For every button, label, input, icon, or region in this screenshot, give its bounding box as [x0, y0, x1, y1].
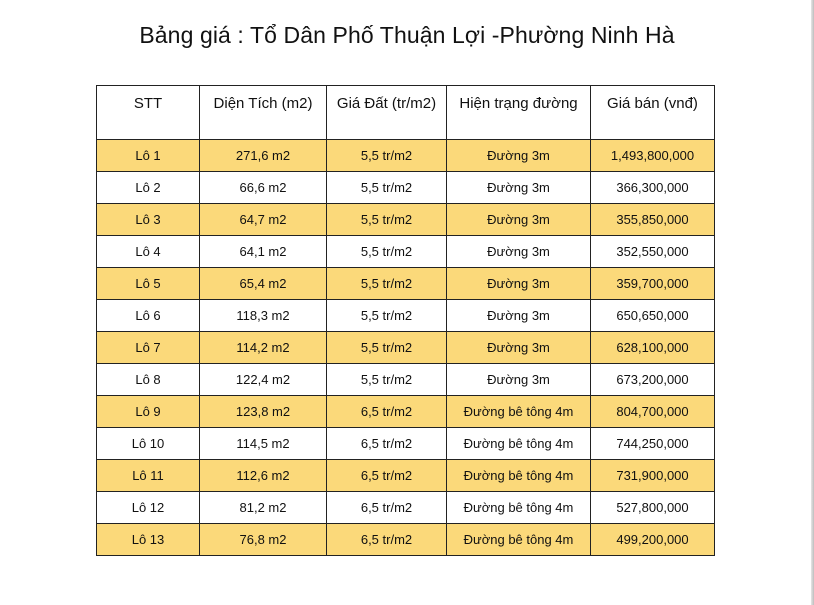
table-row: [97, 300, 715, 332]
cell-sale-price: 650,650,000: [591, 300, 715, 332]
cell-road-status: Đường 3m: [447, 172, 591, 204]
cell-land-price: 5,5 tr/m2: [327, 140, 447, 172]
cell-sale-price: 527,800,000: [591, 492, 715, 524]
cell-stt: Lô 3: [97, 204, 200, 236]
page-title: Bảng giá : Tổ Dân Phố Thuận Lợi -Phường Ninh Hà: [139, 22, 675, 48]
cell-road-status: Đường bê tông 4m: [447, 460, 591, 492]
header-row: [97, 86, 715, 140]
cell-road-status: Đường 3m: [447, 204, 591, 236]
cell-area: 123,8 m2: [200, 396, 327, 428]
cell-road-status: Đường bê tông 4m: [447, 396, 591, 428]
header-sale-price: Giá bán (vnđ): [591, 86, 715, 140]
cell-area: 118,3 m2: [200, 300, 327, 332]
cell-area: 271,6 m2: [200, 140, 327, 172]
cell-land-price: 5,5 tr/m2: [327, 236, 447, 268]
cell-road-status: Đường 3m: [447, 268, 591, 300]
cell-sale-price: 366,300,000: [591, 172, 715, 204]
cell-sale-price: 355,850,000: [591, 204, 715, 236]
cell-sale-price: 359,700,000: [591, 268, 715, 300]
table-row: [97, 364, 715, 396]
cell-area: 114,5 m2: [200, 428, 327, 460]
table-row: [97, 268, 715, 300]
cell-stt: Lô 9: [97, 396, 200, 428]
cell-land-price: 5,5 tr/m2: [327, 364, 447, 396]
cell-land-price: 5,5 tr/m2: [327, 332, 447, 364]
table-row: [97, 172, 715, 204]
cell-stt: Lô 6: [97, 300, 200, 332]
cell-road-status: Đường bê tông 4m: [447, 524, 591, 556]
table-row: [97, 492, 715, 524]
cell-land-price: 6,5 tr/m2: [327, 524, 447, 556]
cell-road-status: Đường 3m: [447, 332, 591, 364]
cell-road-status: Đường 3m: [447, 140, 591, 172]
table-row: [97, 140, 715, 172]
header-area: Diện Tích (m2): [200, 86, 327, 140]
cell-area: 65,4 m2: [200, 268, 327, 300]
header-stt: STT: [97, 86, 200, 140]
cell-land-price: 5,5 tr/m2: [327, 204, 447, 236]
cell-land-price: 6,5 tr/m2: [327, 460, 447, 492]
table-row: [97, 428, 715, 460]
cell-area: 81,2 m2: [200, 492, 327, 524]
table-row: [97, 204, 715, 236]
cell-sale-price: 744,250,000: [591, 428, 715, 460]
cell-sale-price: 499,200,000: [591, 524, 715, 556]
cell-sale-price: 673,200,000: [591, 364, 715, 396]
cell-stt: Lô 11: [97, 460, 200, 492]
cell-road-status: Đường bê tông 4m: [447, 492, 591, 524]
cell-road-status: Đường 3m: [447, 300, 591, 332]
cell-area: 64,7 m2: [200, 204, 327, 236]
cell-stt: Lô 12: [97, 492, 200, 524]
cell-sale-price: 1,493,800,000: [591, 140, 715, 172]
cell-area: 114,2 m2: [200, 332, 327, 364]
cell-sale-price: 804,700,000: [591, 396, 715, 428]
cell-road-status: Đường 3m: [447, 364, 591, 396]
cell-land-price: 5,5 tr/m2: [327, 172, 447, 204]
cell-road-status: Đường bê tông 4m: [447, 428, 591, 460]
price-table: [96, 85, 715, 556]
table-row: [97, 332, 715, 364]
cell-land-price: 5,5 tr/m2: [327, 268, 447, 300]
table-row: [97, 460, 715, 492]
cell-stt: Lô 1: [97, 140, 200, 172]
cell-stt: Lô 4: [97, 236, 200, 268]
cell-area: 76,8 m2: [200, 524, 327, 556]
cell-land-price: 5,5 tr/m2: [327, 300, 447, 332]
table-body: [97, 140, 715, 556]
table-header: [97, 86, 715, 140]
cell-stt: Lô 13: [97, 524, 200, 556]
cell-sale-price: 731,900,000: [591, 460, 715, 492]
cell-sale-price: 352,550,000: [591, 236, 715, 268]
header-road-status: Hiện trạng đường: [447, 86, 591, 140]
cell-sale-price: 628,100,000: [591, 332, 715, 364]
table-row: [97, 524, 715, 556]
table-row: [97, 396, 715, 428]
cell-land-price: 6,5 tr/m2: [327, 396, 447, 428]
cell-land-price: 6,5 tr/m2: [327, 492, 447, 524]
cell-stt: Lô 7: [97, 332, 200, 364]
cell-stt: Lô 10: [97, 428, 200, 460]
cell-area: 122,4 m2: [200, 364, 327, 396]
cell-area: 66,6 m2: [200, 172, 327, 204]
header-land-price: Giá Đất (tr/m2): [327, 86, 447, 140]
cell-area: 112,6 m2: [200, 460, 327, 492]
cell-land-price: 6,5 tr/m2: [327, 428, 447, 460]
cell-road-status: Đường 3m: [447, 236, 591, 268]
cell-area: 64,1 m2: [200, 236, 327, 268]
cell-stt: Lô 2: [97, 172, 200, 204]
table-row: [97, 236, 715, 268]
cell-stt: Lô 8: [97, 364, 200, 396]
cell-stt: Lô 5: [97, 268, 200, 300]
